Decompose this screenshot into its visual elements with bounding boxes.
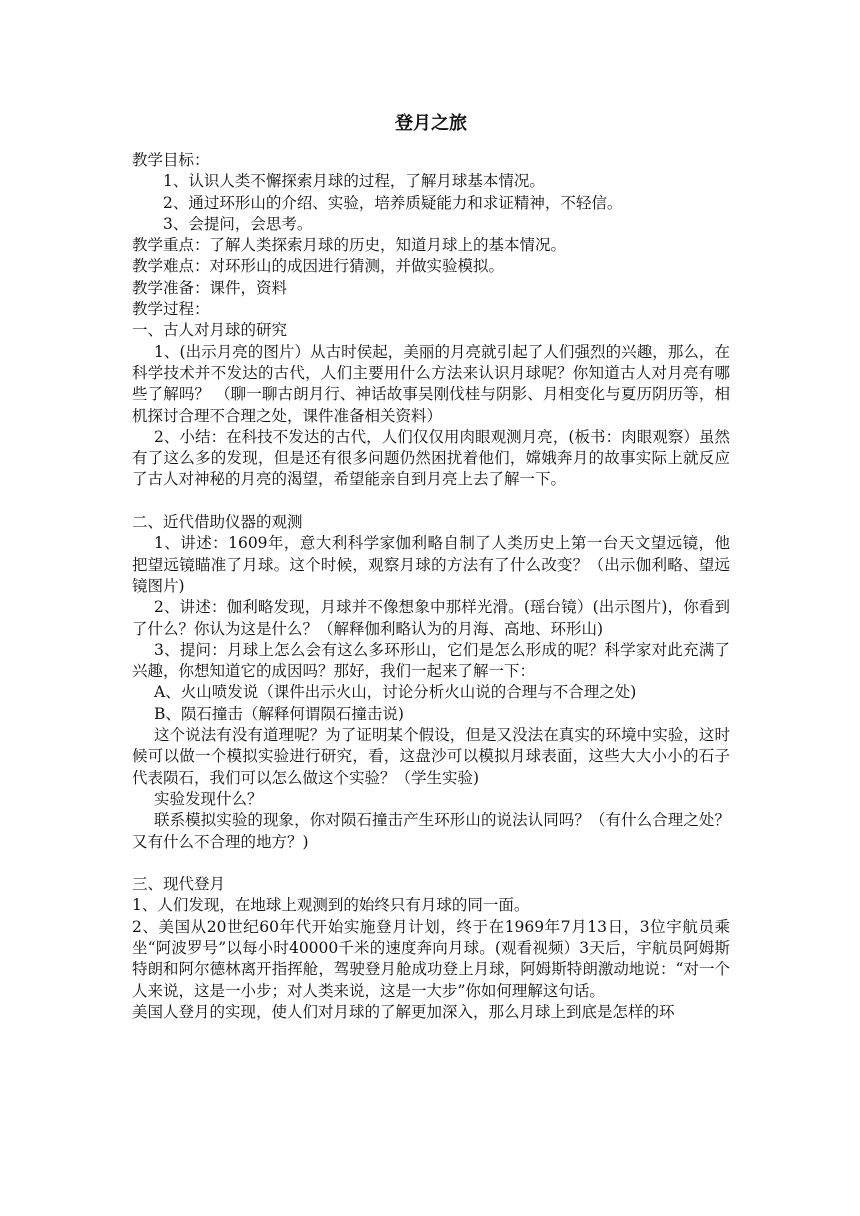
section-1-paragraph-2: 2、小结：在科技不发达的古代，人们仅仅用肉眼观测月亮，(板书：肉眼观察）虽然有了这么多的发现，但是还有很多问题仍然困扰着他们，嫦娥奔月的故事实际上就反应了古人对神秘的月亮的渴望，希望能亲自到月亮上去了解一下。 — [132, 427, 730, 489]
key-point: 教学重点：了解人类探索月球的历史，知道月球上的基本情况。 — [132, 236, 567, 255]
process-heading: 教学过程： — [132, 300, 210, 319]
document-page — [132, 112, 730, 1023]
section-3-paragraph-1: 1、人们发现，在地球上观测到的始终只有月球的同一面。 — [132, 896, 530, 915]
goal-1: 1、认识人类不懈探索月球的过程，了解月球基本情况。 — [163, 172, 545, 191]
document-title: 登月之旅 — [395, 113, 467, 134]
section-2-paragraph-6: 联系模拟实验的现象，你对陨石撞击产生环形山的说法认同吗？（有什么合理之处？又有什么不合理的地方？) — [132, 811, 730, 851]
section-1-heading: 一、古人对月球的研究 — [132, 321, 288, 340]
section-3-paragraph-2: 2、美国从20世纪60年代开始实施登月计划，终于在1969年7月13日，3位宇航员乘坐“阿波罗号”以每小时40000千米的速度奔向月球。(观看视频）3天后，宇航员阿姆斯特朗和阿尔德林离开指挥舱，驾驶登月舱成功登上月球，阿姆斯特朗激动地说：“对一个人来说，这是一小步；对人类来说，这是一大步”你如何理解这句话。 — [132, 917, 730, 1000]
preparation: 教学准备：课件，资料 — [132, 278, 288, 297]
section-3-heading: 三、现代登月 — [132, 875, 226, 894]
section-1-paragraph-1: 1、(出示月亮的图片）从古时侯起，美丽的月亮就引起了人们强烈的兴趣，那么，在科学技术并不发达的古代，人们主要用什么方法来认识月球呢？你知道古人对月亮有哪些了解吗？ （聊一聊古朗月行、神话故事吴刚伐桂与阴影、月相变化与夏历阴历等，相机探讨合理不合理之处，课件准备相关资料） — [132, 342, 730, 425]
section-2-item-b: B、陨石撞击（解释何谓陨石撞击说) — [154, 704, 404, 723]
goal-3: 3、会提问，会思考。 — [163, 214, 313, 233]
section-2-paragraph-5: 实验发现什么？ — [154, 789, 263, 808]
section-2-paragraph-3: 3、提问：月球上怎么会有这么多环形山，它们是怎么形成的呢？科学家对此充满了兴趣，你想知道它的成因吗？那好，我们一起来了解一下： — [132, 640, 730, 681]
section-3-paragraph-3: 美国人登月的实现，使人们对月球的了解更加深入，那么月球上到底是怎样的环 — [132, 1002, 675, 1021]
blank-line — [132, 853, 730, 874]
difficulty: 教学难点：对环形山的成因进行猜测，并做实验模拟。 — [132, 257, 505, 276]
blank-line — [132, 491, 730, 512]
section-2-paragraph-2: 2、讲述：伽利略发现，月球并不像想象中那样光滑。(瑶台镜）(出示图片)，你看到了什么？你认为这是什么？（解释伽利略认为的月海、高地、环形山) — [132, 598, 730, 638]
section-2-paragraph-1: 1、讲述：1609年，意大利科学家伽利略自制了人类历史上第一台天文望远镜，他把望远镜瞄准了月球。这个时候，观察月球的方法有了什么改变？（出示伽利略、望远镜图片) — [132, 534, 730, 595]
section-2-item-a: A、火山喷发说（课件出示火山，讨论分析火山说的合理与不合理之处) — [154, 683, 637, 702]
goal-2: 2、通过环形山的介绍、实验，培养质疑能力和求证精神，不轻信。 — [163, 193, 623, 212]
goals-heading: 教学目标： — [132, 151, 210, 169]
section-2-paragraph-4: 这个说法有没有道理呢？为了证明某个假设，但是又没法在真实的环境中实验，这时候可以做一个模拟实验进行研究，看，这盘沙可以模拟月球表面，这些大大小小的石子代表陨石，我们可以怎么做这个实验？（学生实验) — [132, 726, 730, 787]
section-2-heading: 二、近代借助仪器的观测 — [132, 513, 303, 532]
